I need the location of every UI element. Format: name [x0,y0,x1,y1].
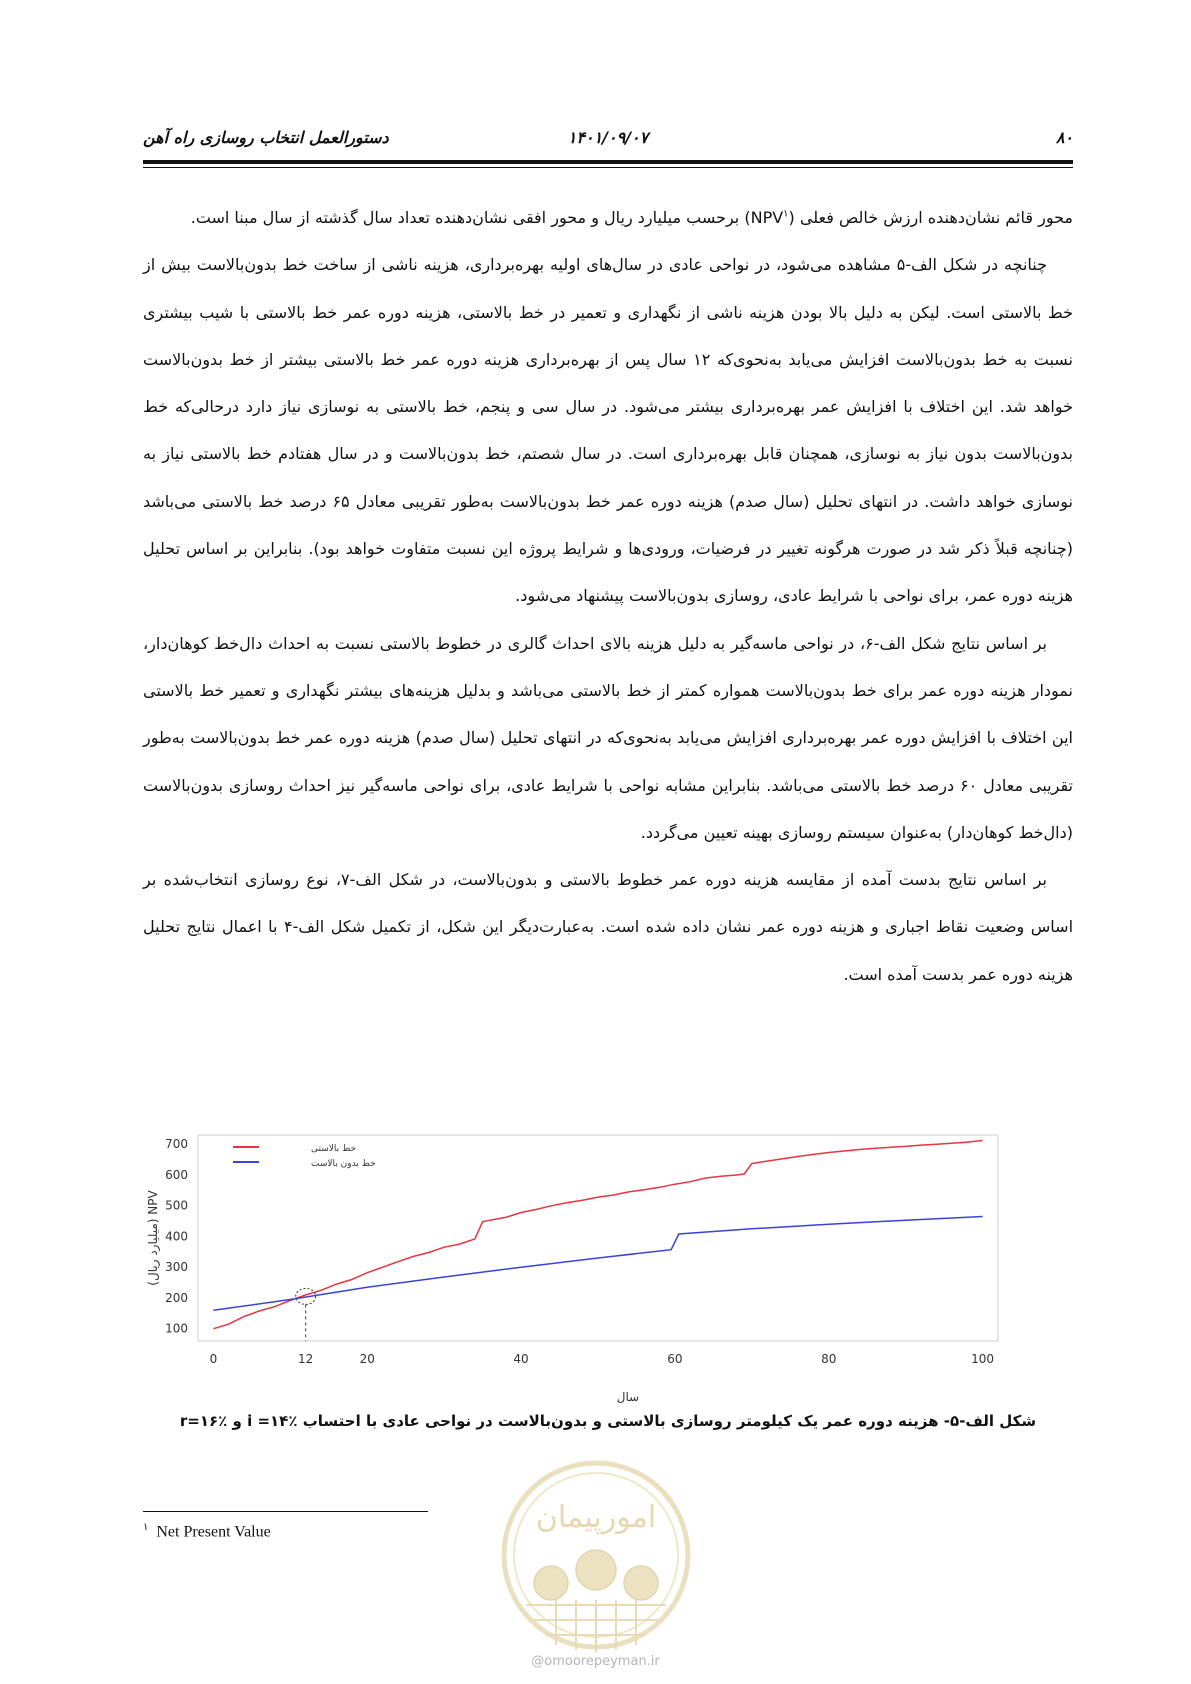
x-tick-label: 100 [971,1352,995,1366]
y-tick-label: 700 [165,1137,188,1152]
x-tick-label: 20 [359,1352,375,1366]
watermark-url: @omoorepeyman.ir [531,1654,660,1669]
series-line-ballastless [213,1217,982,1311]
header-date: ۱۴۰۱/۰۹/۰۷ [567,128,649,147]
header-title: دستورالعمل انتخاب روسازی راه آهن [143,128,389,147]
y-tick-label: 500 [165,1198,188,1213]
y-axis-label: NPV (میلیارد ریال) [146,1190,160,1286]
legend-label: خط بدون بالاست [311,1159,376,1169]
paragraph-4: بر اساس نتایج بدست آمده از مقایسه هزینه دوره عمر خطوط بالاستی و بدون‌بالاست، در شکل الف-۷، نوع روسازی انتخاب‌شده بر اساس وضعیت نقاط اجباری و هزینه دوره عمر نشان داده شده است. به‌عبارت‌دیگر این شکل، از تکمیل شکل الف-۴ با اعمال نتایج تحلیل هزینه دوره عمر بدست آمده است. [143,870,1074,984]
npv-figure [143,1128,1073,1408]
caption-i: i =۱۴٪ [247,1412,298,1430]
x-axis-label: سال [616,1390,640,1404]
x-tick-label: 12 [298,1352,314,1366]
y-tick-label: 200 [165,1290,188,1305]
npv-abbr: NPV$^۱$ [750,208,789,227]
paragraph-1: محور قائم نشان‌دهنده ارزش خالص فعلی (NPV$^۱$) برحسب میلیارد ریال و محور افقی نشان‌دهنده تعداد سال گذشته از سال مبنا است. [190,208,1073,227]
footnote-ref[interactable]: ۱ [783,208,789,220]
y-tick-label: 300 [165,1260,188,1275]
x-tick-label: 60 [667,1352,683,1366]
x-tick-label: 0 [209,1352,218,1366]
footnote-rule [143,1511,428,1512]
legend-label: خط بالاستی [311,1144,357,1154]
footnote [143,1522,271,1541]
footnote-mark: ۱ [143,1522,149,1533]
paragraph-3: بر اساس نتایج شکل الف-۶، در نواحی ماسه‌گیر به دلیل هزینه بالای احداث گالری در خطوط بالاستی نسبت به احداث دال‌خط کوهان‌دار، نمودار هزینه دوره عمر برای خط بدون‌بالاست همواره کمتر از خط بالاستی می‌باشد و بدلیل هزینه‌های بیشتر نگهداری و تعمیر خط بالاستی این اختلاف با افزایش دوره عمر بهره‌برداری افزایش می‌یابد به‌نحوی‌که در انتهای تحلیل (سال صدم) هزینه دوره عمر خط بدون‌بالاست به‌طور تقریبی معادل ۶۰ درصد خط بالاستی می‌باشد. بنابراین مشابه نواحی با شرایط عادی، برای نواحی ماسه‌گیر نیز احداث روسازی بدون‌بالاست (دال‌خط کوهان‌دار) به‌عنوان سیستم روسازی بهینه تعیین می‌گردد. [143,633,1074,842]
header-rule-thick [143,160,1073,164]
x-tick-label: 40 [513,1352,529,1366]
page-header [143,128,1073,152]
caption-r: r=۱۶٪ [179,1412,228,1430]
page-number: ۸۰ [1055,128,1073,147]
body-text [143,194,1073,998]
figure-caption: شکل الف-۵- هزینه دوره عمر یک کیلومتر روسازی بالاستی و بدون‌بالاست در نواحی عادی با احتساب i =۱۴٪ و r=۱۶٪ [179,1412,1037,1430]
x-tick-label: 80 [821,1352,837,1366]
footnote-text: Net Present Value [156,1523,271,1541]
watermark-logo-text: امورپیمان [535,1500,657,1535]
header-rule-thin [143,167,1073,168]
y-tick-label: 400 [165,1229,188,1244]
npv-line-chart [143,1128,1073,1408]
y-tick-label: 100 [165,1321,188,1336]
watermark-logo [493,1455,699,1665]
y-tick-label: 600 [165,1167,188,1182]
paragraph-2: چنانچه در شکل الف-۵ مشاهده می‌شود، در نواحی عادی در سال‌های اولیه بهره‌برداری، هزینه ناشی از ساخت خط بدون‌بالاست بیش از خط بالاستی است. لیکن به دلیل بالا بودن هزینه ناشی از نگهداری و تعمیر در خط بالاستی، هزینه دوره عمر خط بالاستی با شیب بیشتری نسبت به خط بدون‌بالاست افزایش می‌یابد به‌نحوی‌که ۱۲ سال پس از بهره‌برداری هزینه دوره عمر خط بالاستی بیشتر از خط بدون‌بالاست خواهد شد. این اختلاف با افزایش عمر بهره‌برداری بیشتر می‌شود. در سال سی و پنجم، خط بالاستی به نوسازی نیاز دارد درحالی‌که خط بدون‌بالاست بدون نیاز به نوسازی، همچنان قابل بهره‌برداری است. در سال شصتم، خط بدون‌بالاست و در سال هفتادم خط بالاستی نیاز به نوسازی خواهد داشت. در انتهای تحلیل (سال صدم) هزینه دوره عمر خط بدون‌بالاست به‌طور تقریبی معادل ۶۵ درصد خط بالاستی می‌باشد (چنانچه قبلاً ذکر شد در صورت هرگونه تغییر در فرضیات، ورودی‌ها و شرایط پروژه این نسبت متفاوت خواهد بود). بنابراین بر اساس تحلیل هزینه دوره عمر، برای نواحی با شرایط عادی، روسازی بدون‌بالاست پیشنهاد می‌شود. [143,255,1073,606]
